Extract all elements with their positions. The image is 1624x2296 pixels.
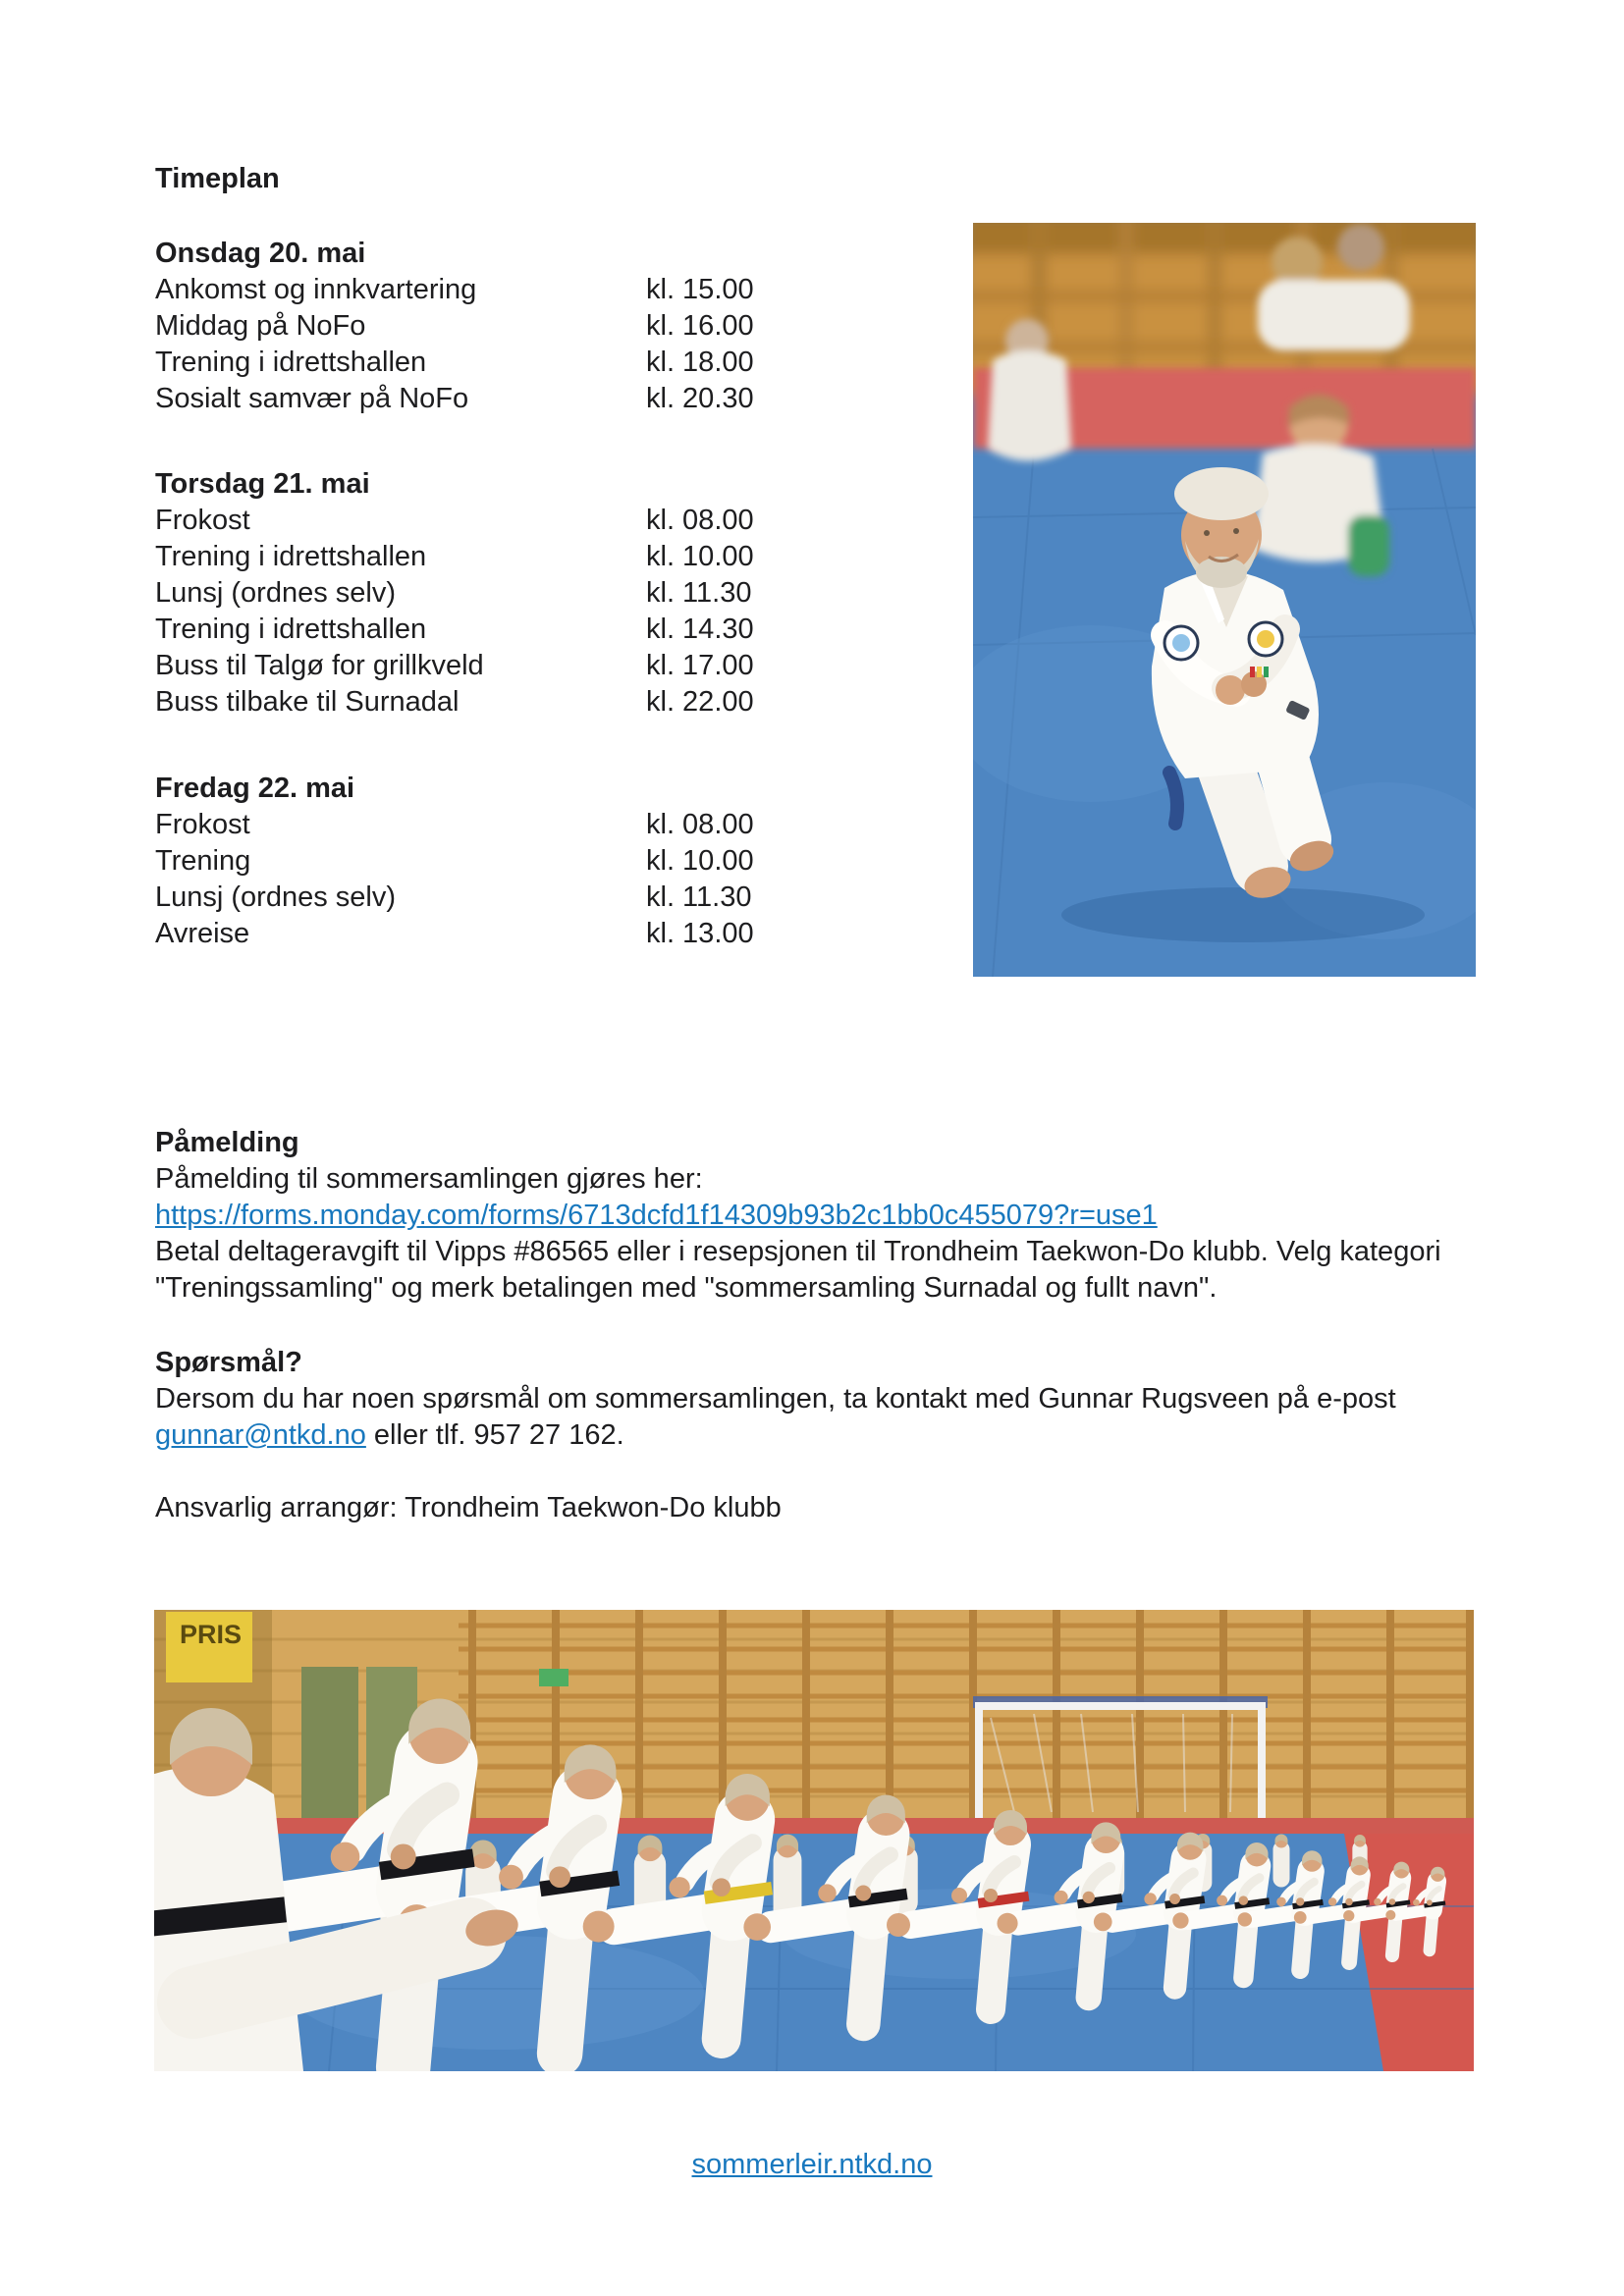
- activity-time: kl. 22.00: [646, 686, 754, 718]
- contact-email-link[interactable]: gunnar@ntkd.no: [155, 1419, 366, 1451]
- activity-label: Trening i idrettshallen: [155, 541, 427, 572]
- activity-label: Sosialt samvær på NoFo: [155, 383, 469, 414]
- activity-label: Frokost: [155, 505, 250, 536]
- registration-link-line: [155, 1198, 1483, 1234]
- activity-label: Avreise: [155, 918, 250, 949]
- photo-seated-instructor: [973, 223, 1476, 977]
- activity-time: kl. 11.30: [646, 881, 752, 913]
- schedule-day-thursday: [155, 466, 901, 721]
- schedule-row: [155, 308, 901, 345]
- activity-time: kl. 16.00: [646, 310, 754, 342]
- schedule-row: [155, 880, 901, 916]
- activity-label: Trening i idrettshallen: [155, 347, 427, 378]
- registration-form-link[interactable]: https://forms.monday.com/forms/6713dcfd1f14309b93b2c1bb0c455079?r=use1: [155, 1200, 1158, 1231]
- schedule-row: [155, 272, 901, 308]
- activity-label: Ankomst og innkvartering: [155, 274, 477, 305]
- activity-time: kl. 13.00: [646, 918, 754, 949]
- activity-time: kl. 08.00: [646, 505, 754, 536]
- activity-time: kl. 08.00: [646, 809, 754, 840]
- questions-text-after: eller tlf. 957 27 162.: [365, 1419, 624, 1451]
- activity-label: Buss til Talgø for grillkveld: [155, 650, 484, 681]
- gym-door: [301, 1667, 358, 1818]
- questions-heading: Spørsmål?: [155, 1347, 302, 1378]
- registration-intro: Påmelding til sommersamlingen gjøres her:: [155, 1163, 703, 1195]
- registration-heading: Påmelding: [155, 1127, 299, 1158]
- activity-time: kl. 17.00: [646, 650, 754, 681]
- timeplan-heading: Timeplan: [155, 163, 280, 194]
- activity-time: kl. 18.00: [646, 347, 754, 378]
- activity-time: kl. 14.30: [646, 614, 754, 645]
- schedule-row: [155, 612, 901, 648]
- activity-label: Middag på NoFo: [155, 310, 366, 342]
- organizer-line: Ansvarlig arrangør: Trondheim Taekwon-Do klubb: [155, 1492, 782, 1523]
- footer-site-link[interactable]: sommerleir.ntkd.no: [691, 2149, 933, 2180]
- schedule-row: [155, 503, 901, 539]
- exit-sign: [539, 1669, 568, 1686]
- footer: [0, 2147, 1624, 2183]
- schedule-row: [155, 916, 901, 952]
- training-group-illustration: [154, 1610, 1474, 2071]
- activity-label: Trening: [155, 845, 251, 877]
- activity-time: kl. 10.00: [646, 541, 754, 572]
- questions-section: [155, 1345, 1483, 1454]
- day-title: Fredag 22. mai: [155, 773, 355, 804]
- schedule-row: [155, 345, 901, 381]
- schedule-row: [155, 684, 901, 721]
- seated-instructor-illustration: [973, 223, 1476, 977]
- activity-label: Lunsj (ordnes selv): [155, 881, 396, 913]
- day-title: Torsdag 21. mai: [155, 468, 370, 500]
- activity-time: kl. 15.00: [646, 274, 754, 305]
- schedule-day-wednesday: [155, 236, 901, 417]
- day-title: Onsdag 20. mai: [155, 238, 366, 269]
- questions-body: [155, 1381, 1483, 1454]
- schedule-row: [155, 648, 901, 684]
- activity-label: Buss tilbake til Surnadal: [155, 686, 460, 718]
- schedule-row: [155, 539, 901, 575]
- photo-training-group: [154, 1610, 1474, 2071]
- activity-label: Lunsj (ordnes selv): [155, 577, 396, 609]
- schedule-day-friday: [155, 771, 901, 952]
- questions-text-before: Dersom du har noen spørsmål om sommersamlingen, ta kontakt med Gunnar Rugsveen på e-post: [155, 1383, 1396, 1415]
- activity-label: Frokost: [155, 809, 250, 840]
- schedule-row: [155, 807, 901, 843]
- registration-payment-info: Betal deltageravgift til Vipps #86565 eller i resepsjonen til Trondheim Taekwon-Do klubb. Velg kategori "Treningssamling" og merk betalingen med "sommersamling Surnadal og fullt navn".: [155, 1236, 1441, 1304]
- activity-time: kl. 10.00: [646, 845, 754, 877]
- activity-label: Trening i idrettshallen: [155, 614, 427, 645]
- wall-sign-text: PRIS: [180, 1620, 243, 1649]
- activity-time: kl. 11.30: [646, 577, 752, 609]
- schedule-row: [155, 575, 901, 612]
- registration-section: [155, 1125, 1483, 1307]
- schedule-row: [155, 843, 901, 880]
- schedule-row: [155, 381, 901, 417]
- activity-time: kl. 20.30: [646, 383, 754, 414]
